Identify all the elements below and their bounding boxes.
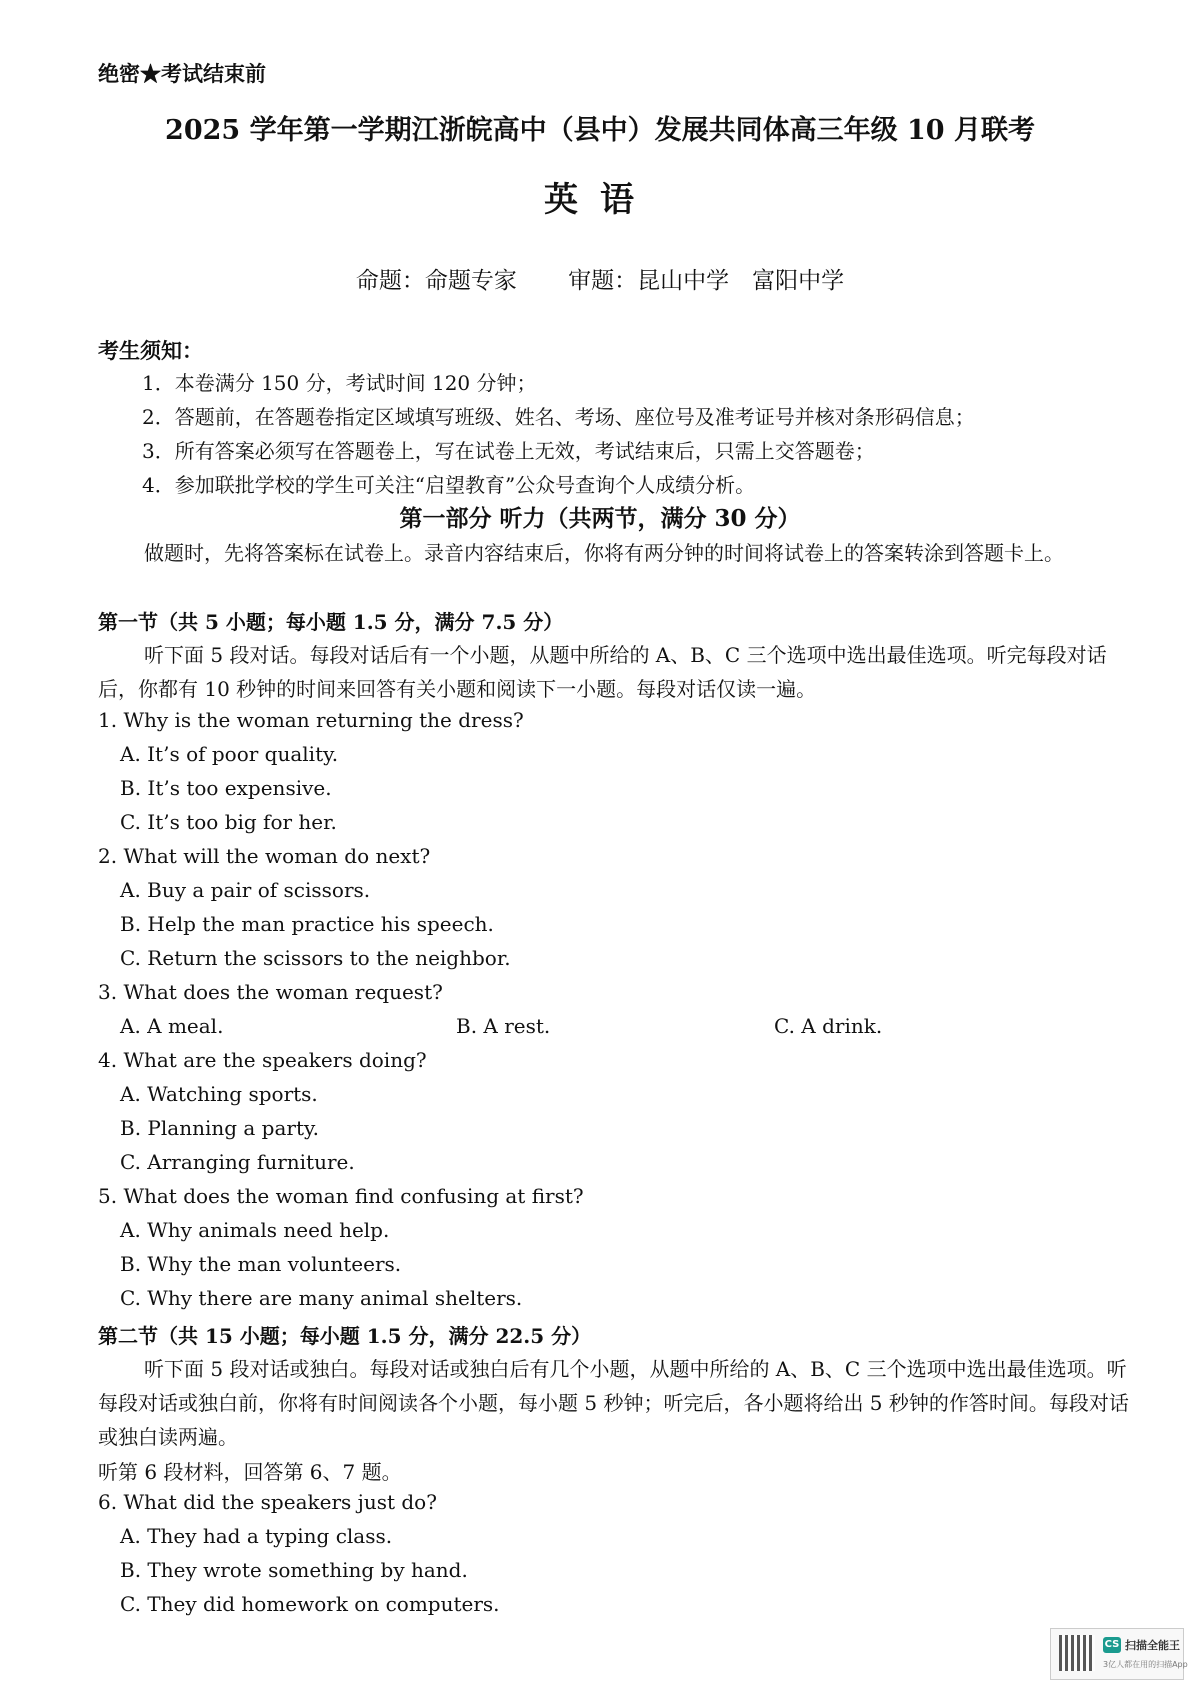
reviewer-label: 审题：昆山中学 富阳中学: [568, 268, 845, 294]
q2-option-c: C. Return the scissors to the neighbor.: [120, 946, 511, 970]
author-line: [0, 262, 1200, 295]
q1-option-b: B. It’s too expensive.: [120, 776, 332, 800]
q5-option-a: A. Why animals need help.: [120, 1218, 390, 1242]
q6-option-c: C. They did homework on computers.: [120, 1592, 500, 1616]
q5-option-c: C. Why there are many animal shelters.: [120, 1286, 523, 1310]
q4-option-b: B. Planning a party.: [120, 1116, 319, 1140]
section2-instructions: 听下面 5 段对话或独白。每段对话或独白后有几个小题，从题中所给的 A、B、C 三个选项中选出最佳选项。听每段对话或独白前，你将有时间阅读各个小题，每小题 5 秒钟；听完后，各小题将给出 5 秒钟的作答时间。每段对话或独白读两遍。: [98, 1357, 1129, 1449]
q5-option-b: B. Why the man volunteers.: [120, 1252, 402, 1276]
q2-option-b: B. Help the man practice his speech.: [120, 912, 494, 936]
notice-item: 3．所有答案必须写在答题卷上，写在试卷上无效，考试结束后，只需上交答题卷；: [142, 439, 875, 463]
section1-instructions: 听下面 5 段对话。每段对话后有一个小题，从题中所给的 A、B、C 三个选项中选出最佳选项。听完每段对话后，你都有 10 秒钟的时间来回答有关小题和阅读下一小题。每段对话仅读一遍。: [98, 643, 1107, 701]
listen-material-6: 听第 6 段材料，回答第 6、7 题。: [98, 1460, 402, 1484]
qr-code-icon: [1059, 1635, 1095, 1671]
q4-option-a: A. Watching sports.: [120, 1082, 318, 1106]
question-6: 6. What did the speakers just do?: [98, 1490, 437, 1514]
cs-logo: CS: [1103, 1637, 1121, 1653]
question-5: 5. What does the woman find confusing at first?: [98, 1184, 584, 1208]
q4-option-c: C. Arranging furniture.: [120, 1150, 355, 1174]
scanner-app-name: 扫描全能王: [1125, 1639, 1180, 1652]
section2-title: 第二节（共 15 小题；每小题 1.5 分，满分 22.5 分）: [98, 1324, 592, 1348]
q3-option-c: C. A drink.: [774, 1014, 883, 1038]
question-1: 1. Why is the woman returning the dress?: [98, 708, 524, 732]
q1-option-c: C. It’s too big for her.: [120, 810, 337, 834]
part1-intro: 做题时，先将答案标在试卷上。录音内容结束后，你将有两分钟的时间将试卷上的答案转涂到答题卡上。: [144, 541, 1064, 565]
notice-title: 考生须知：: [98, 338, 203, 363]
question-2: 2. What will the woman do next?: [98, 844, 431, 868]
question-4: 4. What are the speakers doing?: [98, 1048, 427, 1072]
q3-option-b: B. A rest.: [456, 1014, 551, 1038]
notice-list: [142, 366, 1152, 502]
question-3: 3. What does the woman request?: [98, 980, 443, 1004]
notice-item: 1．本卷满分 150 分，考试时间 120 分钟；: [142, 371, 537, 395]
subject-title: 英语: [544, 180, 656, 220]
q3-option-a: A. A meal.: [120, 1014, 224, 1038]
q1-option-a: A. It’s of poor quality.: [120, 742, 339, 766]
notice-item: 4．参加联批学校的学生可关注“启望教育”公众号查询个人成绩分析。: [142, 473, 756, 497]
q2-option-a: A. Buy a pair of scissors.: [120, 878, 371, 902]
scanner-app-slogan: 3亿人都在用的扫描App: [1103, 1660, 1188, 1669]
exam-title: 2025 学年第一学期江浙皖高中（县中）发展共同体高三年级 10 月联考: [165, 115, 1035, 146]
notice-item: 2．答题前，在答题卷指定区域填写班级、姓名、考场、座位号及准考证号并核对条形码信息；: [142, 405, 975, 429]
q6-option-a: A. They had a typing class.: [120, 1524, 393, 1548]
confidential-label: 绝密★考试结束前: [98, 61, 266, 86]
part1-title: 第一部分 听力（共两节，满分 30 分）: [399, 505, 801, 532]
q6-option-b: B. They wrote something by hand.: [120, 1558, 468, 1582]
setter-label: 命题：命题专家: [355, 268, 517, 294]
scanner-watermark: [1050, 1628, 1188, 1680]
section1-title: 第一节（共 5 小题；每小题 1.5 分，满分 7.5 分）: [98, 610, 564, 634]
